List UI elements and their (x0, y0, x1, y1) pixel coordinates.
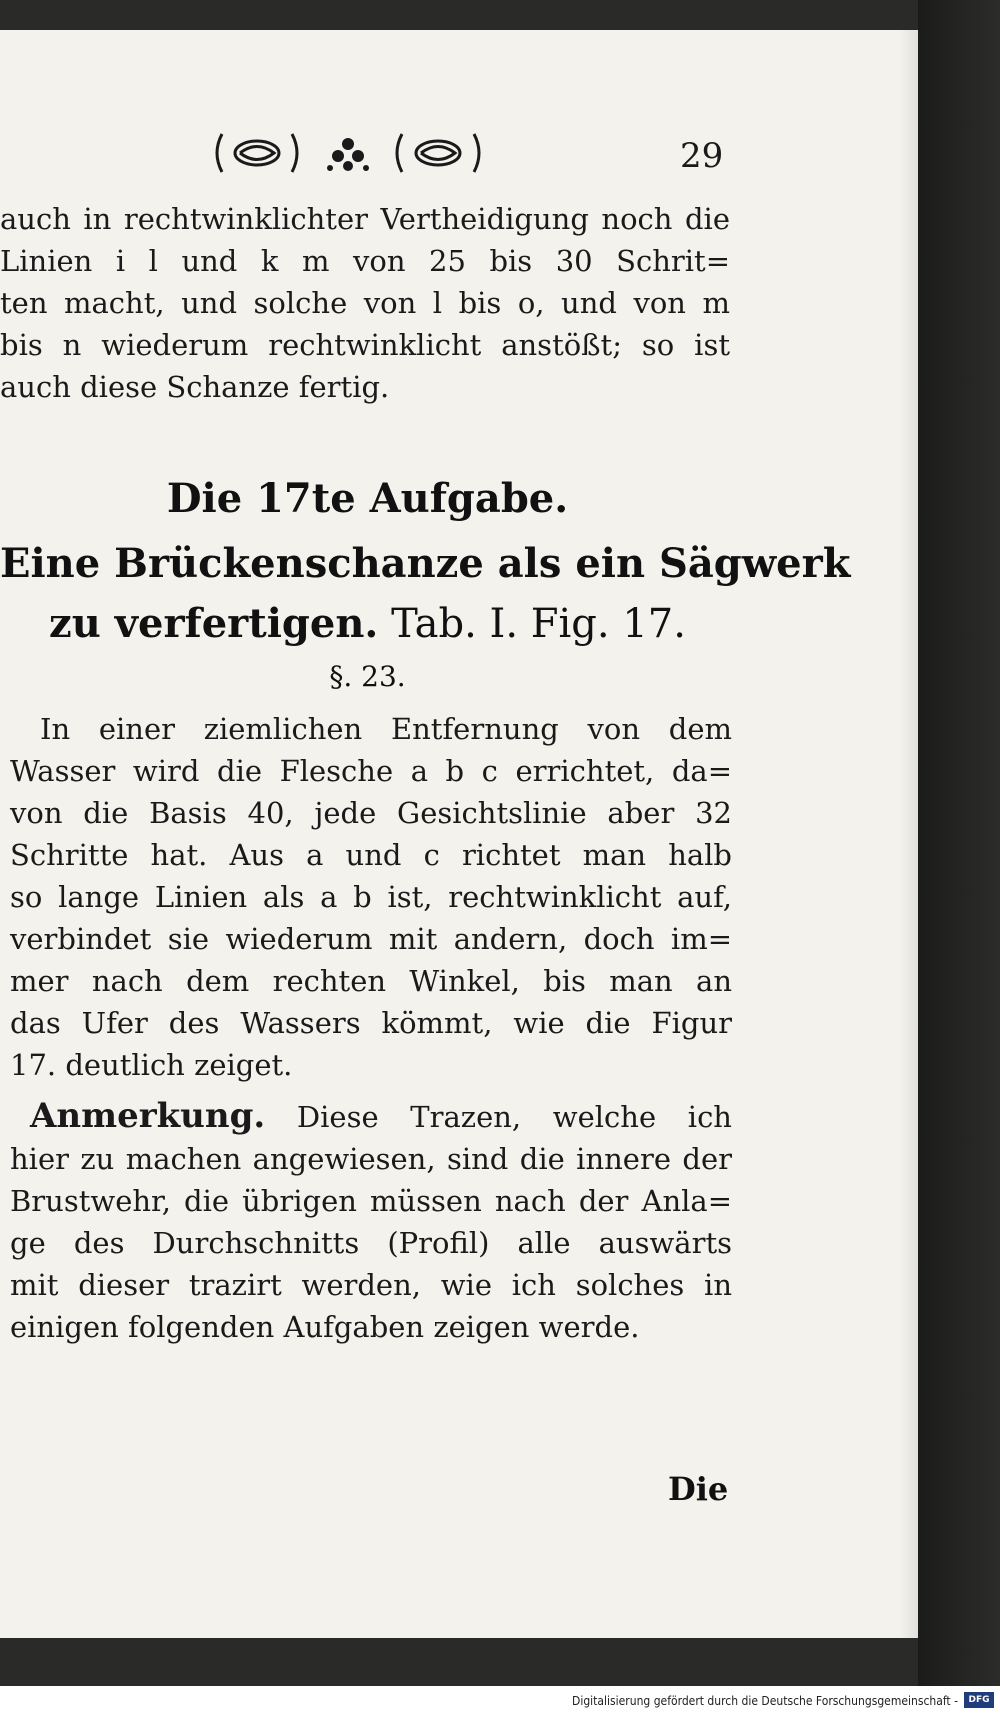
text-line: auch in rechtwinklichter Vertheidigung noch die (0, 202, 730, 236)
paragraph-continuation (0, 198, 730, 408)
text-line: ge des Durchschnitts (Profil) alle auswärts (10, 1226, 732, 1260)
book-spine (918, 0, 1000, 1717)
text-line: ten macht, und solche von l bis o, und von m (0, 286, 730, 320)
text-line: auch diese Schanze fertig. (0, 370, 390, 404)
catchword: Die (668, 1470, 729, 1508)
footer-credit: Digitalisierung gefördert durch die Deutsche Forschungsgemeinschaft - (572, 1694, 958, 1708)
paragraph-main (10, 708, 732, 1086)
text-line: verbindet sie wiederum mit andern, doch im= (10, 922, 732, 956)
text-line: bis n wiederum rechtwinklicht anstößt; so ist (0, 328, 730, 362)
text-line: Brustwehr, die übrigen müssen nach der Anla= (10, 1184, 732, 1218)
task-heading: Die 17te Aufgabe. (166, 475, 569, 522)
text-line: das Ufer des Wassers kömmt, wie die Figur (10, 1006, 732, 1040)
note-label: Anmerkung. (30, 1096, 266, 1136)
text-line: 17. deutlich zeiget. (10, 1048, 293, 1082)
dfg-logo: DFG (964, 1692, 994, 1708)
task-title-reference: Tab. I. Fig. 17. (378, 601, 686, 647)
ornament-icon (212, 128, 502, 178)
task-title-line2 (0, 600, 735, 647)
task-title-bold: zu verfertigen. (49, 600, 379, 647)
text-line: In einer ziemlichen Entfernung von dem (40, 712, 732, 746)
text-line: mer nach dem rechten Winkel, bis man an (10, 964, 732, 998)
text-line: Linien i l und k m von 25 bis 30 Schrit= (0, 244, 730, 278)
text-line: so lange Linien als a b ist, rechtwinklicht auf, (10, 880, 732, 914)
page-header (0, 128, 918, 178)
text-line: mit dieser trazirt werden, wie ich solches in (10, 1268, 732, 1302)
paragraph-note (10, 1095, 732, 1348)
note-text: Diese Trazen, welche ich (265, 1100, 732, 1134)
text-line: von die Basis 40, jede Gesichtslinie aber 32 (10, 796, 732, 830)
text-line: einigen folgenden Aufgaben zeigen werde. (10, 1310, 640, 1344)
text-line: Wasser wird die Flesche a b c errichtet, da= (10, 754, 732, 788)
text-line: hier zu machen angewiesen, sind die innere der (10, 1142, 732, 1176)
text-line: Schritte hat. Aus a und c richtet man halb (10, 838, 732, 872)
section-number: §. 23. (329, 660, 406, 693)
book-page (0, 30, 918, 1638)
page-number: 29 (680, 136, 724, 176)
note-first-line (10, 1095, 732, 1138)
task-title-line1: Eine Brückenschanze als ein Sägwerk (0, 540, 851, 587)
